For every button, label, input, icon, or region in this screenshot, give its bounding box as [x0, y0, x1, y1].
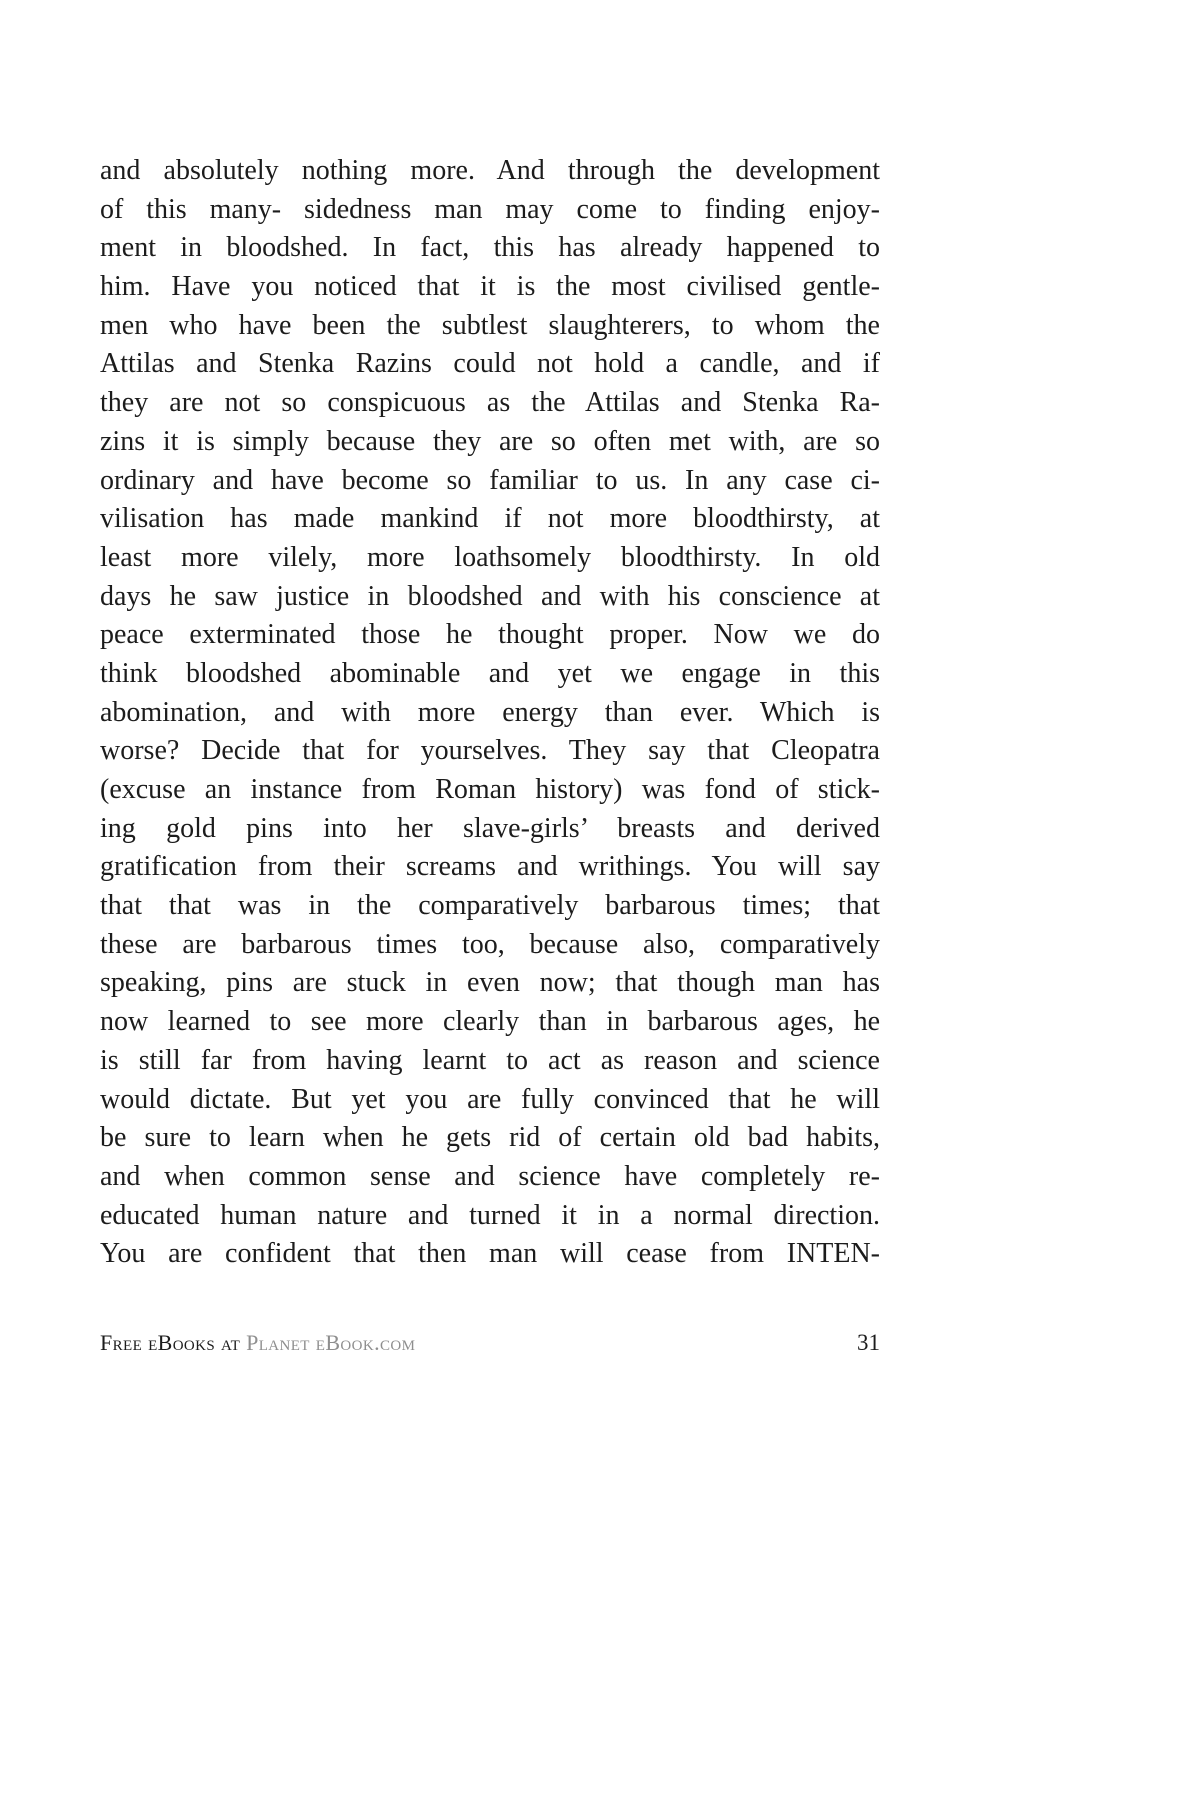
- text-line: him. Have you noticed that it is the most civilised gentle-: [100, 271, 880, 303]
- text-line: (excuse an instance from Roman history) was fond of stick-: [100, 774, 880, 805]
- text-line: zins it is simply because they are so often met with, are so: [100, 425, 880, 457]
- footer-brand-prefix: Free eBooks at: [100, 1330, 247, 1355]
- text-line: gratification from their screams and writhings. You will say: [100, 851, 880, 883]
- text-line: You are confident that then man will cease from INTEN-: [100, 1238, 880, 1270]
- text-line: ment in bloodshed. In fact, this has already happened to: [100, 232, 880, 264]
- text-line: worse? Decide that for yourselves. They say that Cleopatra: [100, 735, 880, 767]
- text-line: would dictate. But yet you are fully convinced that he will: [100, 1083, 880, 1115]
- text-line: of this many- sidedness man may come to finding enjoy-: [100, 193, 880, 225]
- text-line: and when common sense and science have completely re-: [100, 1160, 880, 1192]
- text-line: is still far from having learnt to act as reason and science: [100, 1044, 880, 1076]
- page-footer: [100, 1330, 880, 1356]
- text-line: now learned to see more clearly than in barbarous ages, he: [100, 1006, 880, 1038]
- text-line: and absolutely nothing more. And through the development: [100, 155, 880, 186]
- footer-brand: [100, 1330, 415, 1356]
- text-line: they are not so conspicuous as the Attilas and Stenka Ra-: [100, 387, 880, 419]
- text-line: men who have been the subtlest slaughterers, to whom the: [100, 309, 880, 341]
- text-line: that that was in the comparatively barbarous times; that: [100, 890, 880, 922]
- footer-link[interactable]: Planet eBook.com: [246, 1330, 416, 1355]
- text-line: vilisation has made mankind if not more bloodthirsty, at: [100, 503, 880, 535]
- page-number: 31: [857, 1330, 880, 1355]
- text-line: abomination, and with more energy than ever. Which is: [100, 696, 880, 728]
- text-line: least more vilely, more loathsomely bloodthirsty. In old: [100, 541, 880, 573]
- text-line: peace exterminated those he thought proper. Now we do: [100, 619, 880, 651]
- text-line: think bloodshed abominable and yet we engage in this: [100, 657, 880, 689]
- text-line: these are barbarous times too, because also, comparatively: [100, 928, 880, 960]
- text-line: educated human nature and turned it in a normal direction.: [100, 1199, 880, 1231]
- text-line: ordinary and have become so familiar to us. In any case ci-: [100, 464, 880, 496]
- page-text-paragraph: [100, 152, 880, 1274]
- text-line: speaking, pins are stuck in even now; that though man has: [100, 967, 880, 999]
- text-line: days he saw justice in bloodshed and with his conscience at: [100, 580, 880, 612]
- text-line: ing gold pins into her slave-girls’ breasts and derived: [100, 812, 880, 844]
- text-line: Attilas and Stenka Razins could not hold a candle, and if: [100, 348, 880, 380]
- text-line: be sure to learn when he gets rid of certain old bad habits,: [100, 1122, 880, 1154]
